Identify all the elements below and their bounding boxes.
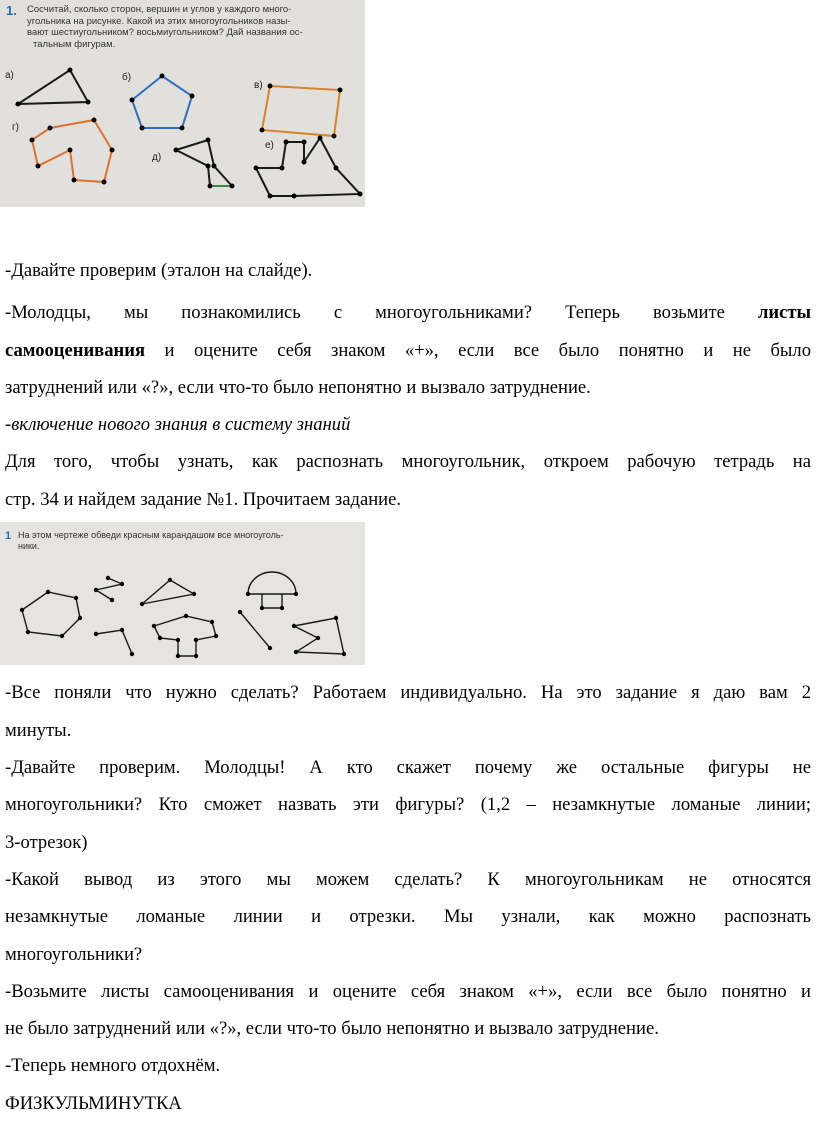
mushroom-shape (248, 572, 296, 608)
figure-label-g: г) (12, 122, 19, 133)
pentagon-shape (132, 76, 192, 128)
paragraph-rest: -Теперь немного отдохнём. (5, 1055, 221, 1076)
open-polyline-1 (96, 578, 122, 600)
stage-heading: -включение нового знания в систему знаний (5, 414, 351, 435)
exercise-number: 1. (6, 3, 17, 18)
figure-label-d: д) (152, 152, 162, 163)
textbook-exercise-image-1 (0, 0, 365, 207)
workbook-task-text: На этом чертеже обведи красным карандашом все многоуголь- ники. (18, 530, 284, 551)
exercise-task-text: Сосчитай, сколько сторон, вершин и углов у каждого много- угольника на рисунке. Какой из этих многоугольников назы- вают шестиугольником? восьмиугольником? Дай названия ос- тальным фигурам. (27, 4, 303, 50)
segment-figure (240, 612, 270, 648)
quadrilateral-figure (294, 618, 344, 654)
polygons-drawing (0, 0, 365, 207)
figure-label-a: а) (5, 70, 14, 81)
quadrilateral-shape (262, 86, 340, 136)
figure-label-v: в) (254, 80, 263, 91)
hexagon-shape-black (176, 140, 232, 186)
workbook-task-number: 1 (5, 530, 12, 542)
complex-polygon-shape (256, 138, 360, 196)
triangle-shape (18, 70, 88, 104)
figure-label-b: б) (122, 72, 132, 83)
workbook-shapes-drawing (0, 522, 365, 665)
triangle-figure (142, 580, 194, 604)
paragraph-check: -Давайте проверим (эталон на слайде). (5, 260, 313, 281)
figure-label-e: е) (265, 140, 274, 151)
t-shaped-polygon (154, 616, 216, 656)
workbook-exercise-image-2 (0, 522, 365, 665)
open-polyline-2 (96, 630, 132, 654)
physical-exercise-heading: ФИЗКУЛЬМИНУТКА (5, 1093, 182, 1114)
pentagon-figure (22, 592, 80, 636)
